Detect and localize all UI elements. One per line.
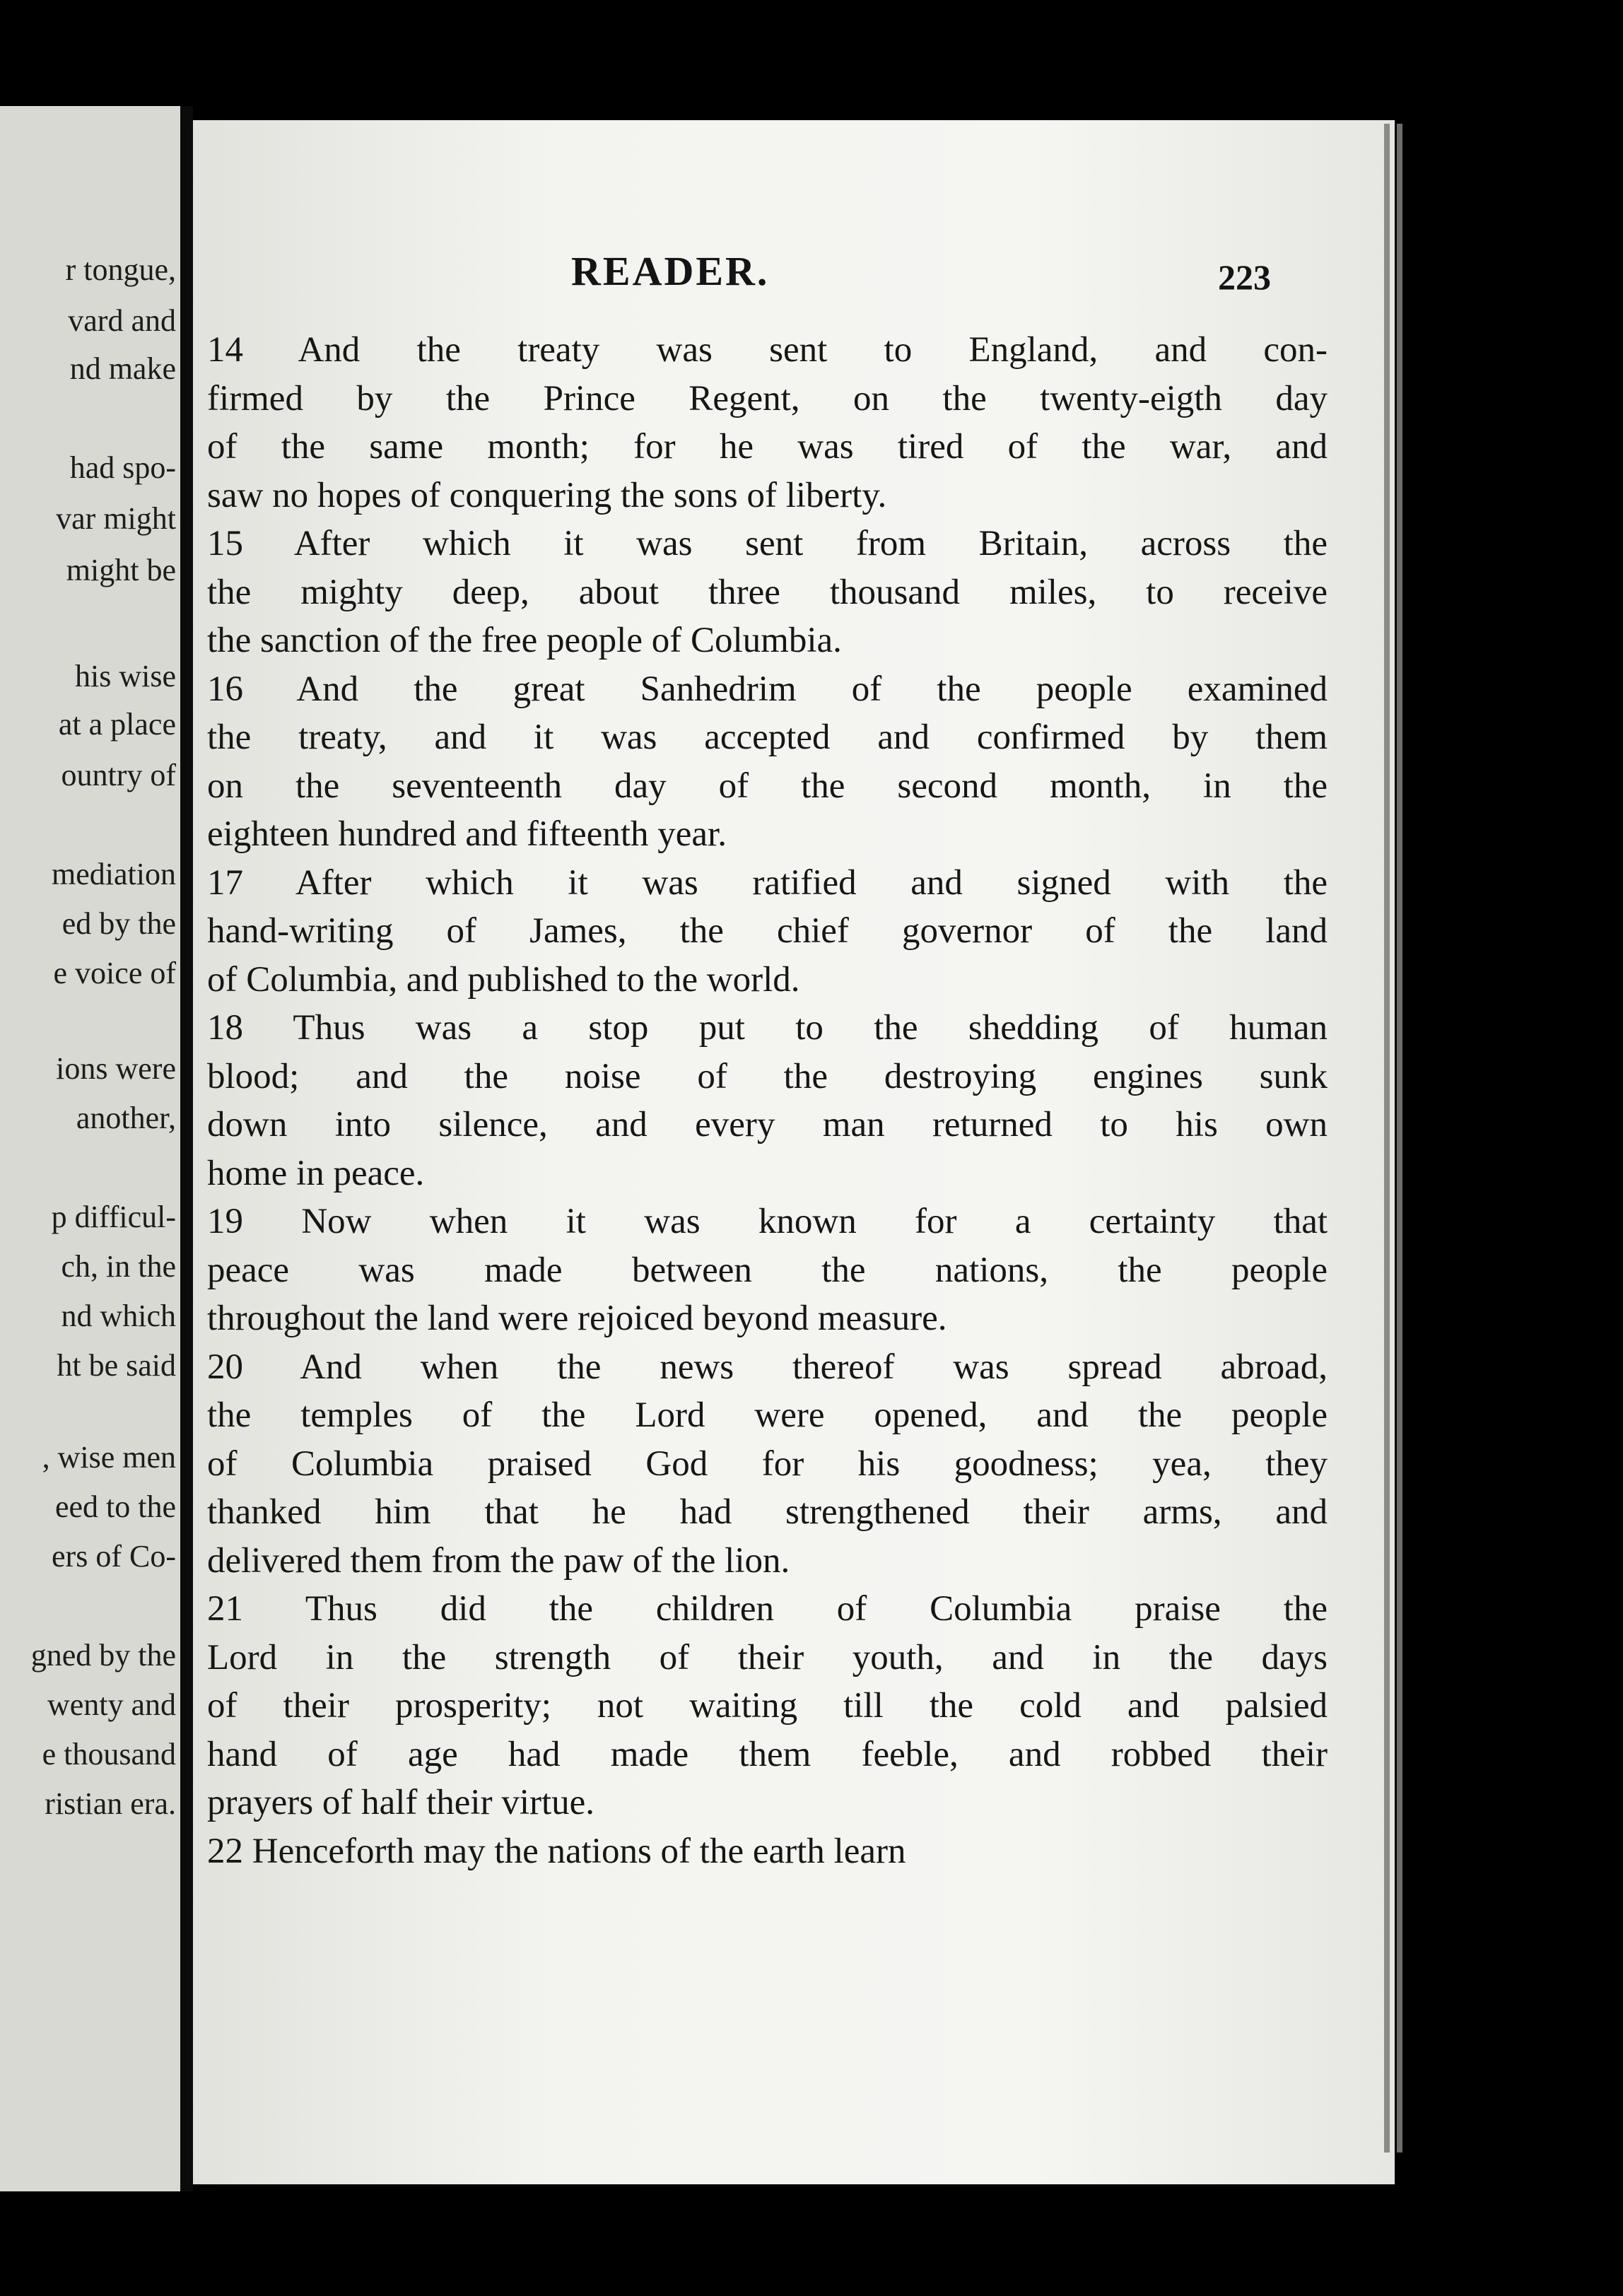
body-text-line: 21 Thus did the children of Columbia praise the — [207, 1589, 1328, 1629]
left-page-line: p difficul- — [51, 1200, 176, 1234]
left-page-fragment — [0, 106, 180, 2191]
left-page-line: gned by the — [30, 1638, 176, 1673]
left-page-line: might be — [66, 553, 176, 587]
body-text-line: 22 Henceforth may the nations of the earth learn — [207, 1832, 906, 1871]
body-text-line: prayers of half their virtue. — [207, 1783, 595, 1822]
left-page-line: ions were — [56, 1051, 176, 1086]
body-text-line: 16 And the great Sanhedrim of the people examined — [207, 669, 1328, 709]
body-text-line: 20 And when the news thereof was spread abroad, — [207, 1347, 1328, 1387]
page-number: 223 — [1218, 257, 1271, 297]
page-edge — [1384, 124, 1390, 2152]
body-text-line: Lord in the strength of their youth, and in the days — [207, 1638, 1328, 1677]
left-page-line: ht be said — [57, 1348, 176, 1383]
left-page-line: ountry of — [61, 758, 176, 792]
body-text-line: hand-writing of James, the chief governor of the land — [207, 911, 1328, 951]
left-page-line: nd which — [61, 1299, 176, 1333]
body-text-line: throughout the land were rejoiced beyond measure. — [207, 1299, 947, 1338]
body-text-line: 17 After which it was ratified and signed with the — [207, 863, 1328, 903]
body-text-line: hand of age had made them feeble, and robbed their — [207, 1735, 1328, 1774]
left-page-line: ed by the — [61, 906, 176, 941]
body-text-line: firmed by the Prince Regent, on the twenty-eigth day — [207, 379, 1328, 418]
body-text-line: saw no hopes of conquering the sons of liberty. — [207, 476, 887, 515]
body-text-line: eighteen hundred and fifteenth year. — [207, 814, 727, 854]
running-head: READER. — [571, 248, 770, 294]
body-text-line: 19 Now when it was known for a certainty that — [207, 1202, 1328, 1241]
left-page-line: eed to the — [54, 1489, 176, 1524]
body-text-line: 14 And the treaty was sent to England, and con- — [207, 330, 1328, 370]
body-text-line: home in peace. — [207, 1154, 425, 1193]
body-text-line: the temples of the Lord were opened, and the people — [207, 1395, 1328, 1435]
left-page-line: had spo- — [69, 450, 176, 485]
left-page-line: r tongue, — [65, 252, 176, 287]
left-page-line: e thousand — [42, 1737, 176, 1771]
left-page-line: e voice of — [53, 956, 176, 990]
body-text-line: of their prosperity; not waiting till the cold and palsied — [207, 1686, 1328, 1726]
left-page-line: ch, in the — [61, 1249, 176, 1284]
body-text-line: 18 Thus was a stop put to the shedding of human — [207, 1008, 1328, 1048]
left-page-line: , wise men — [42, 1440, 176, 1475]
book-gutter — [180, 106, 193, 2191]
left-page-line: ers of Co- — [52, 1539, 176, 1574]
body-text-line: peace was made between the nations, the people — [207, 1250, 1328, 1290]
body-text-line: thanked him that he had strengthened their arms, and — [207, 1492, 1328, 1532]
body-text-line: blood; and the noise of the destroying engines sunk — [207, 1057, 1328, 1096]
left-page-line: another, — [76, 1101, 176, 1135]
left-page-line: ristian era. — [45, 1786, 176, 1821]
body-text-line: down into silence, and every man returned to his own — [207, 1105, 1328, 1144]
left-page-line: nd make — [69, 351, 176, 386]
body-text-line: the treaty, and it was accepted and confirmed by them — [207, 718, 1328, 757]
body-text-line: of the same month; for he was tired of the war, and — [207, 427, 1328, 467]
left-page-line: at a place — [58, 707, 176, 742]
body-text-line: of Columbia, and published to the world. — [207, 960, 800, 1000]
body-text-line: 15 After which it was sent from Britain, across the — [207, 524, 1328, 563]
body-text-line: delivered them from the paw of the lion. — [207, 1541, 790, 1581]
left-page-line: vard and — [68, 303, 176, 338]
left-page-line: his wise — [75, 659, 176, 693]
body-text-line: of Columbia praised God for his goodness; yea, they — [207, 1444, 1328, 1484]
left-page-line: wenty and — [47, 1687, 176, 1722]
left-page-line: mediation — [52, 857, 176, 891]
body-text-line: the mighty deep, about three thousand miles, to receive — [207, 573, 1328, 612]
left-page-line: var might — [56, 501, 176, 536]
body-text-line: on the seventeenth day of the second month, in the — [207, 766, 1328, 806]
body-text-line: the sanction of the free people of Columbia. — [207, 621, 842, 660]
page-edge — [1397, 124, 1402, 2152]
right-page — [193, 120, 1395, 2184]
